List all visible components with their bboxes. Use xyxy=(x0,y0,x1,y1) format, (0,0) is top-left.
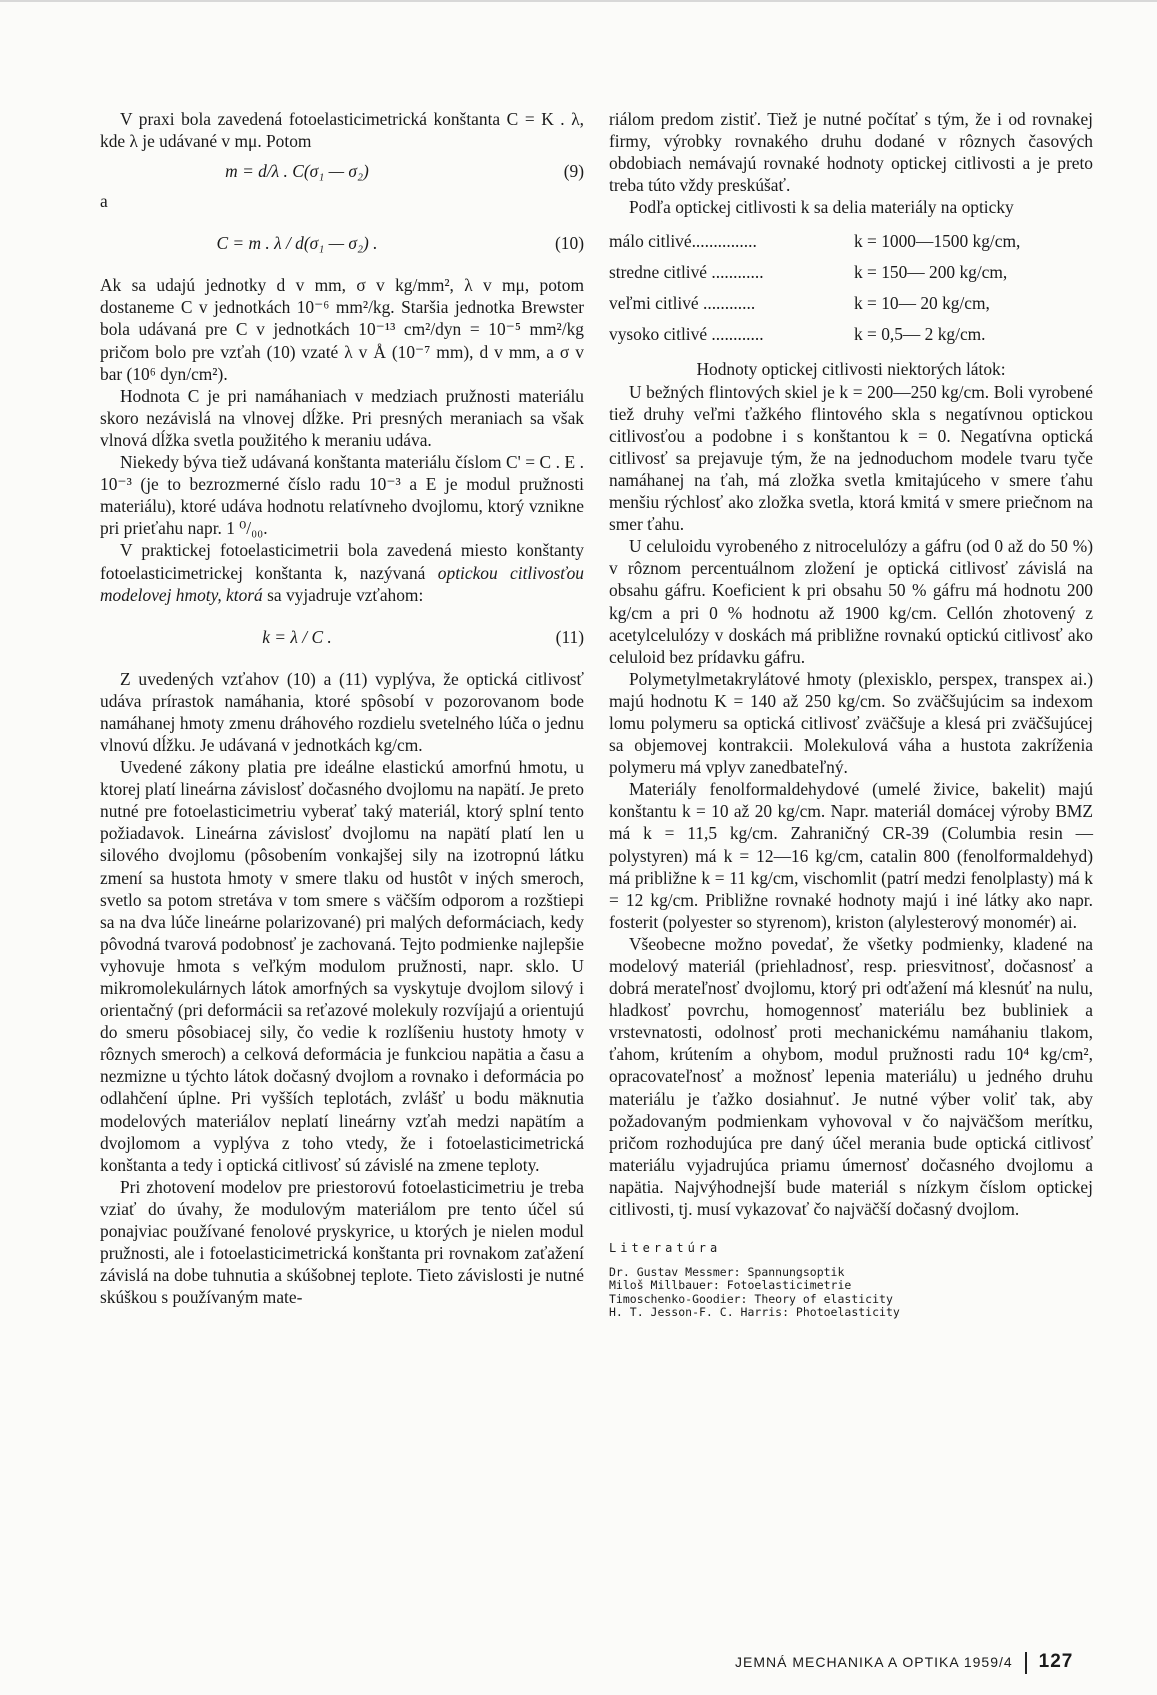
sensitivity-table xyxy=(609,226,1093,350)
equation-number: (11) xyxy=(555,626,584,647)
paragraph: Všeobecne možno povedať, že všetky podmienky, kladené na modelový materiál (priehladnosť, resp. priesvitnosť, dočasnosť a dobrá merateľnosť dvojlomu, ktorý pri odťažení má klesnúť na nulu, hladkosť povrchu, homogennosť materiálu bez bubliniek a vrstevnatosti, odolnosť proti mechanickému namáhaniu tlakom, ťahom, krútením a ohybom, modul pružnosti radu 10⁴ kg/cm², opracovateľnosť a možnosť lepenia materiálu) u jedného druhu materiálu je ťažko dosiahnuť. Je nutné výber voliť tak, aby požadovaným podmienkam vyhovoval v čo najväčšom merítku, pričom rozhodujúca pre daný účel merania bude optická citlivosť materiálu vyjadrujúca priamu úmernosť dočasného dvojlomu a napätia. Najvýhodnejší bude materiál s nízkym číslom optickej citlivosti, tj. musí vykazovať čo najväčší dočasný dvojlom. xyxy=(609,933,1093,1220)
page-number: 127 xyxy=(1038,1651,1074,1672)
equation-formula: m = d/λ . C(σ₁ — σ₂) xyxy=(225,161,369,182)
footer-divider xyxy=(1025,1652,1027,1674)
sensitivity-row xyxy=(609,226,1093,257)
paragraph: Z uvedených vzťahov (10) a (11) vyplýva, že optická citlivosť udáva prírastok namáhania, ktoré spôsobí v pozorovanom bode namáhanej hmoty zmenu dráhového rozdielu svetelného lúča o jednu vlnovú dĺžku. Je udávaná v jednotkách kg/cm. xyxy=(100,668,584,755)
connector-word: a xyxy=(100,191,108,212)
sensitivity-row xyxy=(609,288,1093,319)
page-footer xyxy=(735,1651,1073,1674)
paragraph: Ak sa udajú jednotky d v mm, σ v kg/mm², λ v mμ, potom dostaneme C v jednotkách 10⁻⁶ mm²/kg. Staršia jednotka Brewster bola udávaná pre C v jednotkách 10⁻¹³ cm²/dyn = 10⁻⁵ mm²/kg pričom bolo pre vzťah (10) vzaté λ v Å (10⁻⁷ mm), d v mm, a σ v bar (10⁶ dyn/cm²). xyxy=(100,275,584,384)
paragraph xyxy=(100,539,584,605)
sensitivity-value: k = 1000—1500 kg/cm, xyxy=(854,231,1021,252)
sensitivity-value: k = 0,5— 2 kg/cm. xyxy=(854,324,986,345)
reference-item: H. T. Jesson-F. C. Harris: Photoelasticity xyxy=(609,1305,900,1320)
paragraph: V praxi bola zavedená fotoelasticimetrická konštanta C = K . λ, kde λ je udávané v mμ. Potom xyxy=(100,109,584,152)
reference-item: Miloš Millbauer: Fotoelasticimetrie xyxy=(609,1278,852,1293)
equation-10 xyxy=(100,216,584,270)
text-run: sa vyjadruje vzťahom: xyxy=(262,584,424,605)
paragraph: Polymetylmetakrylátové hmoty (plexisklo, perspex, transpex ai.) majú hodnotu K = 140 až 250 kg/cm. So zväčšujúcim sa indexom lomu polymeru sa optická citlivosť zväčšuje a klesá pri zväčšujúcej sa objemovej kontrakcii. Molekulová váha a hustota zakríženia polymeru má vplyv zanedbateľný. xyxy=(609,668,1093,778)
sensitivity-row xyxy=(609,319,1093,350)
paragraph: Uvedené zákony platia pre ideálne elastickú amorfnú hmotu, u ktorej platí lineárna závislosť dočasného dvojlomu na napätí. Je preto nutné pre fotoelasticimetriu vyberať taký materiál, ktorý splní tento požiadavok. Lineárna závislosť dvojlomu na napätí platí len u silového dvojlomu (pôsobením vonkajšej sily na izotropnú látku zmení sa hustota hmoty v smere tlaku od hustôt v iných smeroch, svetlo sa potom stretáva v tom smere s väčším odporom a rozštiepi sa na dva lúče lineárne polarizované) pri malých deformáciach, kedy pôvodná tvarová podobnosť je zachovaná. Tejto podmienke najlepšie vyhovuje hmota s veľkým modulom pružnosti, napr. sklo. U mikromolekulárnych látok amorfných sa vyskytuje dvojlom silový i orientačný (pri deformácii sa reťazové molekuly rozvíjajú a orientujú do smeru pôsobiacej sily, čo vedie k rozlíšeniu hustoty hmoty v rôznych smeroch) a celková deformácia je funkciou napätia a času a nezmizne u týchto látok dočasný dvojlom a rovnako i deformácia po odlahčení úplne. Pri vyšších teplotách, zvlášť u bodu mäknutia modelových materiálov neplatí lineárny vzťah medzi napätím a dvojlomom a vyplýva z toho vtedy, že i fotoelasticimetrická konštanta a tedy i optická citlivosť sú závislé na zmene teploty. xyxy=(100,757,584,1175)
paragraph: Materiály fenolformaldehydové (umelé živice, bakelit) majú konštantu k = 10 až 20 kg/cm. Napr. materiál domácej výroby BMZ má k = 11,5 kg/cm. Zahraničný CR-39 (Columbia resin — polystyren) má k = 12—16 kg/cm, catalin 800 (fenolformaldehyd) má približne k = 11 kg/cm, vischomlit (patrí medzi fenolplasty) má k = 12 kg/cm. Približne rovnaké hodnoty majú i iné látky ako napr. fosterit (polyester so styrenom), kriston (alylesterový monomér) ai. xyxy=(609,779,1093,932)
equation-number: (9) xyxy=(563,161,584,182)
sensitivity-row xyxy=(609,257,1093,288)
paragraph: U celuloidu vyrobeného z nitrocelulózy a gáfru (od 0 až do 50 %) v rôznom percentuálnom zložení je optická citlivosť závislá na obsahu gáfru. Koeficient k pri obsahu 50 % gáfru má hodnotu 200 kg/cm a pri 0 % hodnotu až 1900 kg/cm. Cellón zhotovený z acetylcelulózy v doskách má približne rovnakú optickú citlivosť ako celuloid bez prídavku gáfru. xyxy=(609,536,1093,667)
equation-11 xyxy=(100,610,584,664)
sensitivity-value: k = 10— 20 kg/cm, xyxy=(854,293,990,314)
reference-item: Dr. Gustav Messmer: Spannungsoptik xyxy=(609,1264,845,1279)
paragraph: Podľa optickej citlivosti k sa delia materiály na opticky xyxy=(629,197,1014,218)
equation-formula: C = m . λ / d(σ₁ — σ₂) . xyxy=(216,233,378,254)
paragraph: Niekedy býva tiež udávaná konštanta materiálu číslom C' = C . E . 10⁻³ (je to bezrozmerné číslo radu 10⁻³ a E je modul pružnosti materiálu), ktoré udáva hodnotu relatívneho dvojlomu, ktorý vznikne pri prieťahu napr. 1 ⁰/₀₀. xyxy=(100,452,584,539)
right-column xyxy=(609,108,1093,1320)
top-rule xyxy=(0,0,1157,2)
paragraph: riálom predom zistiť. Tiež je nutné počítať s tým, že i od rovnakej firmy, výrobky rovnakého druhu dodané v rôznych časových obdobiach nemávajú rovnaké hodnoty optickej citlivosti a je preto treba túto vždy preskúšať. xyxy=(609,109,1093,196)
paragraph: Hodnota C je pri namáhaniach v medziach pružnosti materiálu skoro nezávislá na vlnovej dĺžke. Pri presných meraniach sa však vlnová dĺžka svetla použitého k meraniu udáva. xyxy=(100,385,584,450)
left-column xyxy=(100,108,584,1308)
journal-title: JEMNÁ MECHANIKA A OPTIKA 1959/4 xyxy=(735,1654,1013,1670)
italic-term: optickou citlivosťou modelovej hmoty, ktorá xyxy=(100,562,584,605)
paragraph: Pri zhotovení modelov pre priestorovú fotoelasticimetriu je treba vziať do úvahy, že modulovým materiálom pre tento účel sú ponajviac používané fenolové pryskyrice, u ktorých je nielen modul pružnosti, ale i fotoelasticimetrická konštanta pri rovnakom zaťažení závislá na dobe tuhnutia a skúšobnej teplote. Tieto závislosti je nutné skúškou s používaným mate- xyxy=(100,1176,584,1308)
reference-item: Timoschenko-Goodier: Theory of elasticity xyxy=(609,1291,893,1306)
equation-9 xyxy=(100,156,584,186)
paragraph: U bežných flintových skiel je k = 200—250 kg/cm. Boli vyrobené tiež druhy veľmi ťažkého flintového skla s negatívnou optickou citlivosťou a podobne i s konštantou k = 0. Negatívna optická citlivosť sa prejavuje tým, že na jednoduchom modele tvaru tyče namáhanej na ťah, má zložka svetla kmitajúceho v smere ťahu menšiu rýchlosť ako zložka svetla, ktorá kmitá v smere priečnom na smer ťahu. xyxy=(609,381,1093,535)
sensitivity-label: vysoko citlivé ............ xyxy=(609,324,764,345)
text-run: V praktickej fotoelasticimetrii bola zavedená miesto konštanty fotoelasticimetrickej konštanta k, nazývaná xyxy=(100,540,584,583)
sensitivity-label: málo citlivé............... xyxy=(609,231,757,252)
equation-number: (10) xyxy=(555,233,584,254)
sensitivity-label: veľmi citlivé ............ xyxy=(609,293,756,314)
sensitivity-value: k = 150— 200 kg/cm, xyxy=(854,262,1008,283)
section-subheading: Hodnoty optickej citlivosti niektorých látok: xyxy=(696,359,1006,380)
sensitivity-label: stredne citlivé ............ xyxy=(609,262,764,283)
references-heading: Literatúra xyxy=(609,1241,722,1256)
references xyxy=(609,1242,1093,1320)
equation-formula: k = λ / C . xyxy=(262,626,332,647)
